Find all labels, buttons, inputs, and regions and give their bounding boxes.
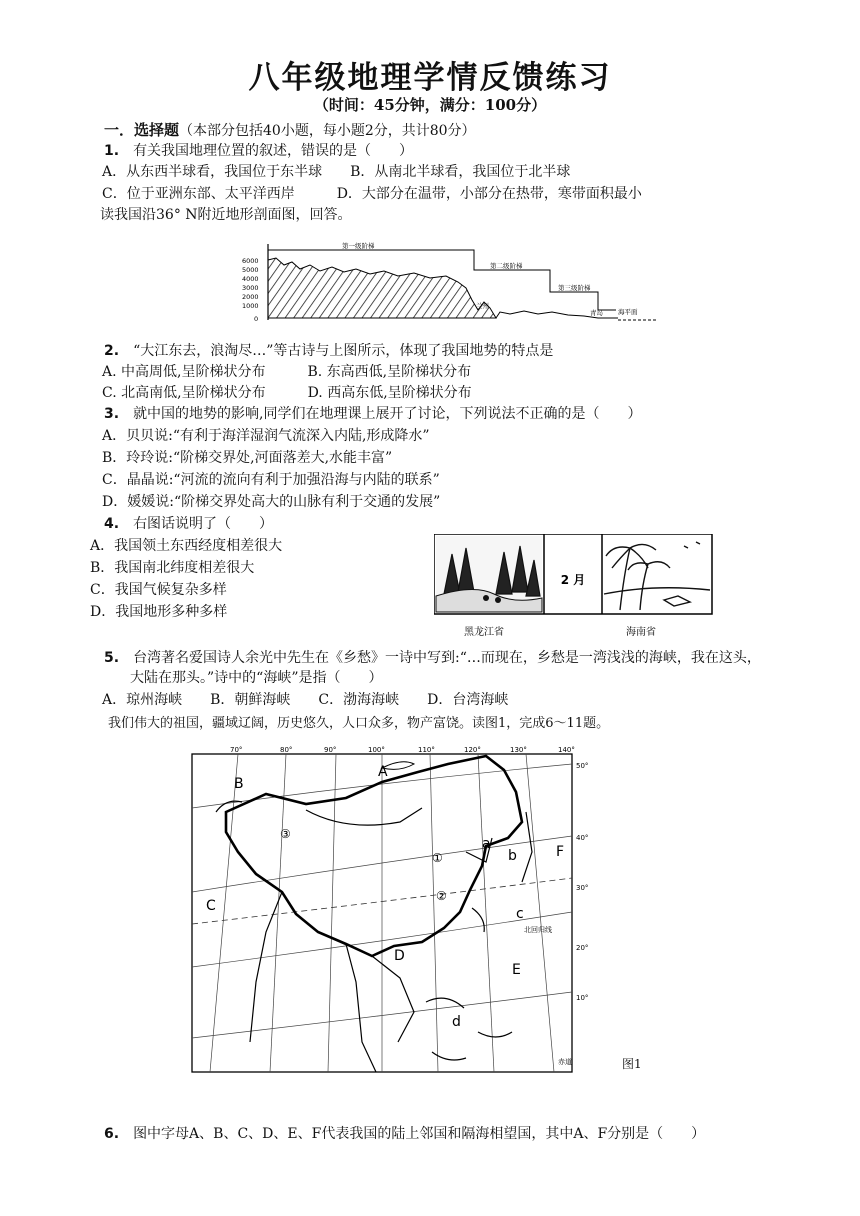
section-note: （本部分包括40小题，每小题2分，共计80分） [179,123,476,139]
map-number-1: ① [432,851,443,865]
lat-label: 20° [576,944,589,952]
q5-stem-line2: 大陆在那头。”诗中的“海峡”是指（ ） [130,670,383,686]
map-letter-small-d: d [452,1014,461,1030]
map-letter-small-b: b [508,848,517,864]
map-number-2: ② [436,889,447,903]
q6-stem: 图中字母A、B、C、D、E、F代表我国的陆上邻国和隔海相望国，其中A、F分别是（ ） [133,1126,706,1142]
q5-options: A．琼州海峡 B．朝鲜海峡 C．渤海海峡 D．台湾海峡 [102,692,509,708]
q4-number: 4. [104,516,120,532]
step3-label: 第三级阶梯 [558,284,591,292]
step2-label: 第二级阶梯 [490,262,523,270]
map-intro: 我们伟大的祖国，疆域辽阔，历史悠久，人口众多，物产富饶。读图1，完成6～11题。 [108,716,610,731]
y-tick-label: 4000 [242,275,259,283]
q4-option-d: D．我国地形多种多样 [90,604,228,620]
winter-forest-illustration [436,536,542,612]
sea-level-label: 海平面 [618,308,638,316]
qingdao-label: 青岛 [590,309,603,317]
lanzhou-label: 兰州 [476,302,489,310]
q2-stem: “大江东去，浪淘尽…”等古诗与上图所示，体现了我国地势的特点是 [133,343,554,359]
q3-option-a: A．贝贝说:“有利于海洋湿润气流深入内陆,形成降水” [102,428,430,444]
y-tick-label: 2000 [242,293,259,301]
q4-option-c: C．我国气候复杂多样 [90,582,227,598]
map-number-3: ③ [280,827,291,841]
q1-number: 1. [104,143,120,159]
q4-stem-line [104,514,273,534]
map-letter-a: A [378,764,388,780]
heilongjiang-label: 黑龙江省 [464,627,504,638]
q2-options-cd: C. 北高南低,呈阶梯状分布 D. 西高东低,呈阶梯状分布 [102,385,472,401]
month-label: 2 月 [560,573,586,587]
q5-number: 5. [104,650,120,666]
y-tick-label: 1000 [242,302,259,310]
lat-label: 10° [576,994,589,1002]
q3-option-b: B．玲玲说:“阶梯交界处,河面落差大,水能丰富” [102,450,393,466]
q1-stem: 有关我国地理位置的叙述，错误的是（ ） [133,143,414,159]
section-title: 一．选择题 [104,121,180,139]
page-title: 八年级地理学情反馈练习 [248,60,612,96]
y-tick-label: 6000 [242,257,259,265]
map-letter-e: E [512,962,521,978]
terrain-profile-figure [238,238,658,330]
q5-stem-line1 [104,648,761,668]
china-map-figure [186,742,596,1078]
profile-intro: 读我国沿36° N附近地形剖面图，回答。 [100,207,352,223]
y-tick-label: 5000 [242,266,259,274]
q2-number: 2. [104,343,120,359]
lon-label: 100° [368,746,385,754]
plateau-profile [268,258,496,318]
tropic-label: 北回归线 [524,926,552,934]
q3-number: 3. [104,406,120,422]
step1-label: 第一级阶梯 [342,242,375,250]
q3-stem: 就中国的地势的影响,同学们在地理课上展开了讨论，下列说法不正确的是（ ） [133,406,642,422]
lon-label: 110° [418,746,435,754]
map-letter-small-a: a [482,836,491,852]
y-tick-label: 3000 [242,284,259,292]
lon-label: 120° [464,746,481,754]
q5-stem-1: 台湾著名爱国诗人余光中先生在《乡愁》一诗中写到:“…而现在，乡愁是一湾浅浅的海峡，我在这头， [133,650,761,666]
lat-label: 30° [576,884,589,892]
map-letter-c: C [206,898,216,914]
map-caption: 图1 [622,1057,642,1071]
lon-label: 70° [230,746,243,754]
q1-stem-line [104,141,413,161]
q2-options-ab: A. 中高周低,呈阶梯状分布 B. 东高西低,呈阶梯状分布 [102,364,472,380]
climate-comparison-figure [434,534,714,644]
q1-options-ab: A．从东西半球看，我国位于东半球 B．从南北半球看，我国位于北半球 [102,164,571,180]
q3-stem-line [104,404,642,424]
lat-label: 50° [576,762,589,770]
q4-option-a: A．我国领土东西经度相差很大 [90,538,283,554]
lat-label: 40° [576,834,589,842]
lon-label: 140° [558,746,575,754]
page-subtitle: （时间：45分钟，满分：100分） [313,96,547,114]
lon-label: 80° [280,746,293,754]
map-letter-b: B [234,776,244,792]
hainan-label: 海南省 [626,627,656,638]
q3-option-c: C．晶晶说:“河流的流向有利于加强沿海与内陆的联系” [102,472,440,488]
q1-options-cd: C．位于亚洲东部、太平洋西岸 D．大部分在温带，小部分在热带，寒带面积最小 [102,186,642,202]
lon-label: 90° [324,746,337,754]
q4-option-b: B．我国南北纬度相差很大 [90,560,255,576]
q6-number: 6. [104,1126,120,1142]
q3-option-d: D．媛媛说:“阶梯交界处高大的山脉有利于交通的发展” [102,494,441,510]
map-letter-f: F [556,844,565,860]
map-letter-d: D [394,948,405,964]
lon-label: 130° [510,746,527,754]
equator-label: 赤道 [558,1058,572,1066]
y-tick-label: 0 [254,315,259,323]
map-letter-small-c: c [516,906,524,922]
q2-stem-line [104,341,553,361]
q6-stem-line [104,1124,705,1144]
section-heading [104,120,476,141]
q4-stem: 右图话说明了（ ） [133,516,274,532]
